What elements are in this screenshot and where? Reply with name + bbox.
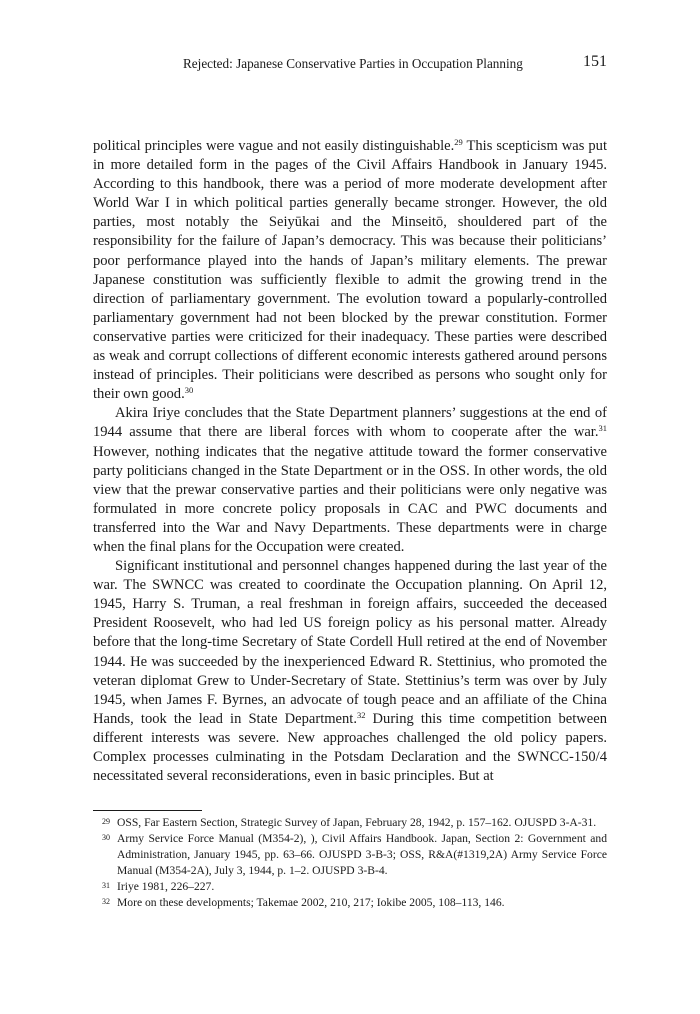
footnote-number: 30 xyxy=(102,833,110,842)
paragraph-3-text-b: During this time competition between different interests was severe. New approaches challenged the old policy papers. Complex processes culminating in the Potsdam Declaration and the SWNCC-150/4 necessitated several reconsiderations, even in basic principles. But at xyxy=(93,710,607,785)
footnote-number: 29 xyxy=(102,817,110,826)
footnote-29 xyxy=(93,815,607,831)
footnote-text: Army Service Force Manual (M354-2), ), Civil Affairs Handbook. Japan, Section 2: Government and Administration, January 1945, pp. 63–66. OJUSPD 3-B-3; OSS, R&A(#1319,2A) Army Service Force Manual (M354-2A), July 3, 1944, p. 1–2. OJUSPD 3-B-4. xyxy=(117,832,607,877)
footnote-32 xyxy=(93,895,607,911)
footnote-text: More on these developments; Takemae 2002, 210, 217; Iokibe 2005, 108–113, 146. xyxy=(117,896,505,909)
footnotes xyxy=(93,815,607,911)
paragraph-2-text-b: However, nothing indicates that the negative attitude toward the former conservative party politicians changed in the State Department or in the OSS. In other words, the old view that the prewar conservative parties and their politicians were only negative was formulated in more concrete policy proposals in CAC and PWC documents and transferred into the War and Navy Departments. These departments were in charge when the final plans for the Occupation were created. xyxy=(93,443,607,555)
paragraph-2-text-a: Akira Iriye concludes that the State Department planners’ suggestions at the end of 1944 assume that there are liberal forces with whom to cooperate after the war. xyxy=(93,405,607,441)
running-title: Rejected: Japanese Conservative Parties in Occupation Planning xyxy=(183,56,523,71)
footnote-ref-32: 32 xyxy=(356,709,366,720)
footnote-text: Iriye 1981, 226–227. xyxy=(117,880,215,893)
body-text xyxy=(93,137,607,786)
footnote-ref-29: 29 xyxy=(454,137,463,147)
paragraph-1-text-b: This scepticism was put in more detailed form in the pages of the Civil Affairs Handbook in January 1945. According to this handbook, there was a period of more moderate development after World War I in which political parties generally became stronger. However, the old parties, most notably the Seiyūkai and the Minseitō, shouldered part of the responsibility for the failure of Japan’s democracy. This was because their politicians’ poor performance played into the hands of Japan’s military elements. The prewar Japanese constitution was sufficiently flexible to admit the growing trend in the direction of parliamentary government. The evolution toward a popularly-controlled parliamentary government had not been blocked by the prewar constitution. Former conservative parties were criticized for their inadequacy. These parties were described as weak and corrupt collections of different economic interests gathered around persons instead of principles. Their politicians were described as persons who sought only for their own good. xyxy=(93,138,607,403)
running-header xyxy=(93,53,607,73)
paragraph-3-text-a: Significant institutional and personnel changes happened during the last year of the war. The SWNCC was created to coordinate the Occupation planning. On April 12, 1945, Harry S. Truman, a real freshman in foreign affairs, succeeded the deceased President Roosevelt, who had led US foreign policy as his personal matter. Already before that the long-time Secretary of State Cordell Hull retired at the end of November 1944. He was succeeded by the inexperienced Edward R. Stettinius, who promoted the veteran diplomat Grew to Under-Secretary of State. Stettinius’s term was over by July 1945, when James F. Byrnes, an advocate of tough peace and an affiliate of the China Hands, took the lead in State Department. xyxy=(93,558,607,727)
footnote-number: 32 xyxy=(102,897,110,906)
paragraph-1-text-a: political principles were vague and not easily distinguishable. xyxy=(93,138,455,154)
footnote-number: 31 xyxy=(102,881,110,890)
footnote-ref-31: 31 xyxy=(598,423,607,434)
footnote-ref-30: 30 xyxy=(184,385,194,396)
paragraph-2 xyxy=(93,404,607,557)
paragraph-1 xyxy=(93,137,607,404)
footnote-divider xyxy=(93,810,202,811)
footnote-31 xyxy=(93,879,607,895)
footnote-30 xyxy=(93,831,607,879)
page-number: 151 xyxy=(583,53,607,70)
footnote-text: OSS, Far Eastern Section, Strategic Survey of Japan, February 28, 1942, p. 157–162. OJUSPD 3-A-31. xyxy=(117,816,597,829)
paragraph-3 xyxy=(93,557,607,786)
